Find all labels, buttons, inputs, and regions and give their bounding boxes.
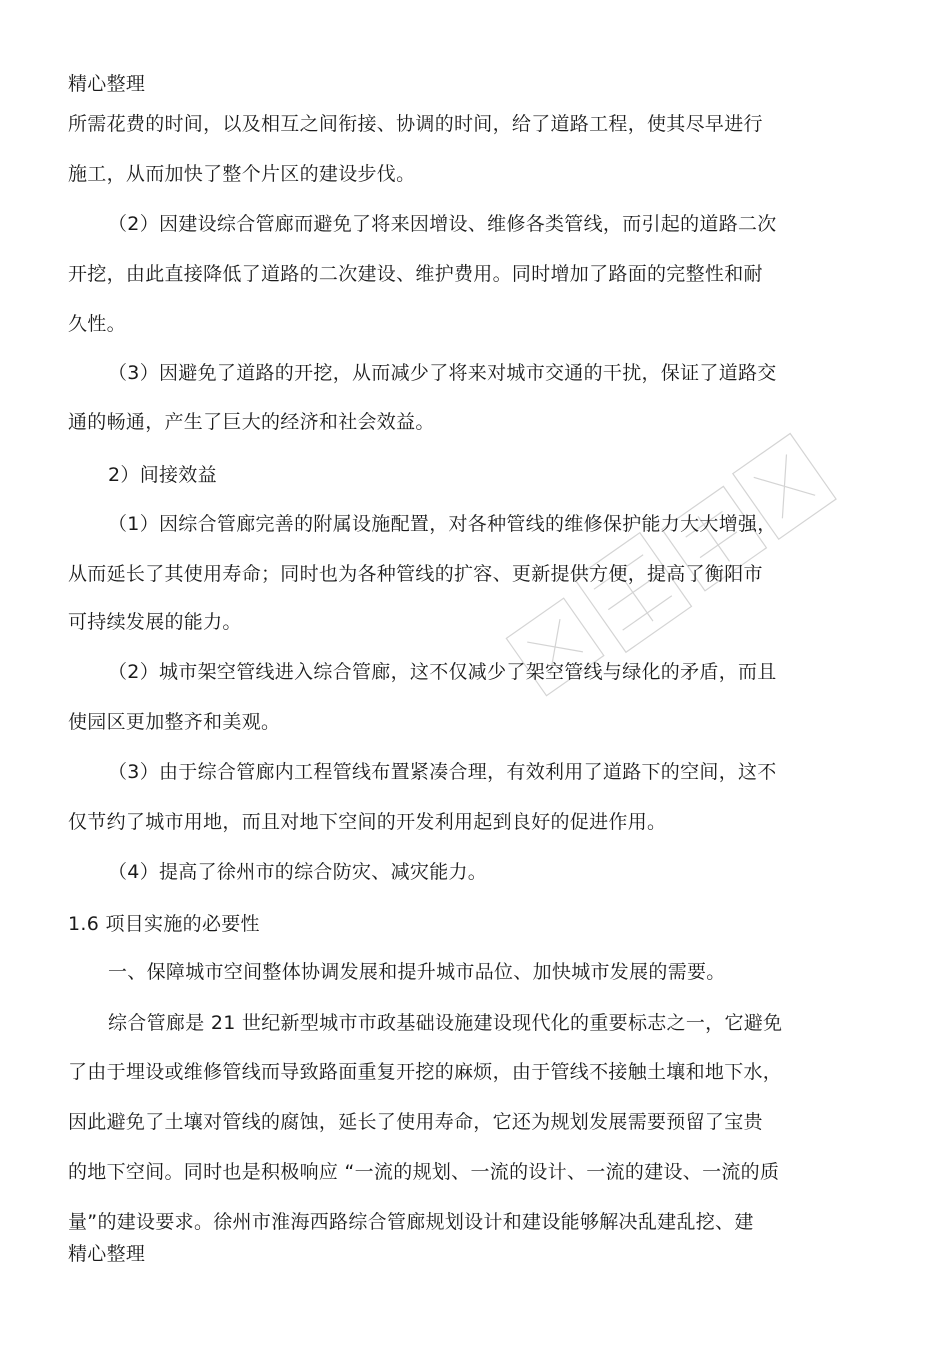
text-line: 了由于埋设或维修管线而导致路面重复开挖的麻烦，由于管线不接触土壤和地下水， [68,1061,783,1083]
text-line: 因此避免了土壤对管线的腐蚀，延长了使用寿命，它还为规划发展需要预留了宝贵 [68,1111,763,1133]
text-line: 可持续发展的能力。 [68,611,242,633]
text-line: 所需花费的时间，以及相互之间衔接、协调的时间，给了道路工程，使其尽早进行 [68,113,763,135]
text-line: 从而延长了其使用寿命；同时也为各种管线的扩容、更新提供方便，提高了衡阳市 [68,563,763,585]
page-header: 精心整理 [68,73,146,95]
text-line: （3）因避免了道路的开挖，从而减少了将来对城市交通的干扰，保证了道路交 [108,362,777,384]
section-heading: 2）间接效益 [108,464,217,486]
text-line: 使园区更加整齐和美观。 [68,711,281,733]
text-line: 通的畅通，产生了巨大的经济和社会效益。 [68,411,435,433]
text-line: 一、保障城市空间整体协调发展和提升城市品位、加快城市发展的需要。 [108,961,726,983]
text-line: 仅节约了城市用地，而且对地下空间的开发利用起到良好的促进作用。 [68,811,667,833]
outline-text-watermark-icon [470,380,890,800]
text-line: （3）由于综合管廊内工程管线布置紧凑合理，有效利用了道路下的空间，这不 [108,761,777,783]
page-footer: 精心整理 [68,1243,146,1265]
text-line: （2）因建设综合管廊而避免了将来因增设、维修各类管线，而引起的道路二次 [108,213,777,235]
text-line: （1）因综合管廊完善的附属设施配置，对各种管线的维修保护能力大大增强， [108,513,777,535]
text-line: （4）提高了徐州市的综合防灾、减灾能力。 [108,861,488,883]
text-line: 综合管廊是 21 世纪新型城市市政基础设施建设现代化的重要标志之一，它避免 [108,1012,783,1034]
text-line: 的地下空间。同时也是积极响应 “一流的规划、一流的设计、一流的建设、一流的质 [68,1161,780,1183]
text-line: 施工，从而加快了整个片区的建设步伐。 [68,163,416,185]
text-line: 开挖，由此直接降低了道路的二次建设、维护费用。同时增加了路面的完整性和耐 [68,263,763,285]
text-line: 量”的建设要求。徐州市淮海西路综合管廊规划设计和建设能够解决乱建乱挖、建 [68,1211,754,1233]
section-heading: 1.6 项目实施的必要性 [68,913,260,935]
text-line: 久性。 [68,313,126,335]
text-line: （2）城市架空管线进入综合管廊，这不仅减少了架空管线与绿化的矛盾，而且 [108,661,777,683]
